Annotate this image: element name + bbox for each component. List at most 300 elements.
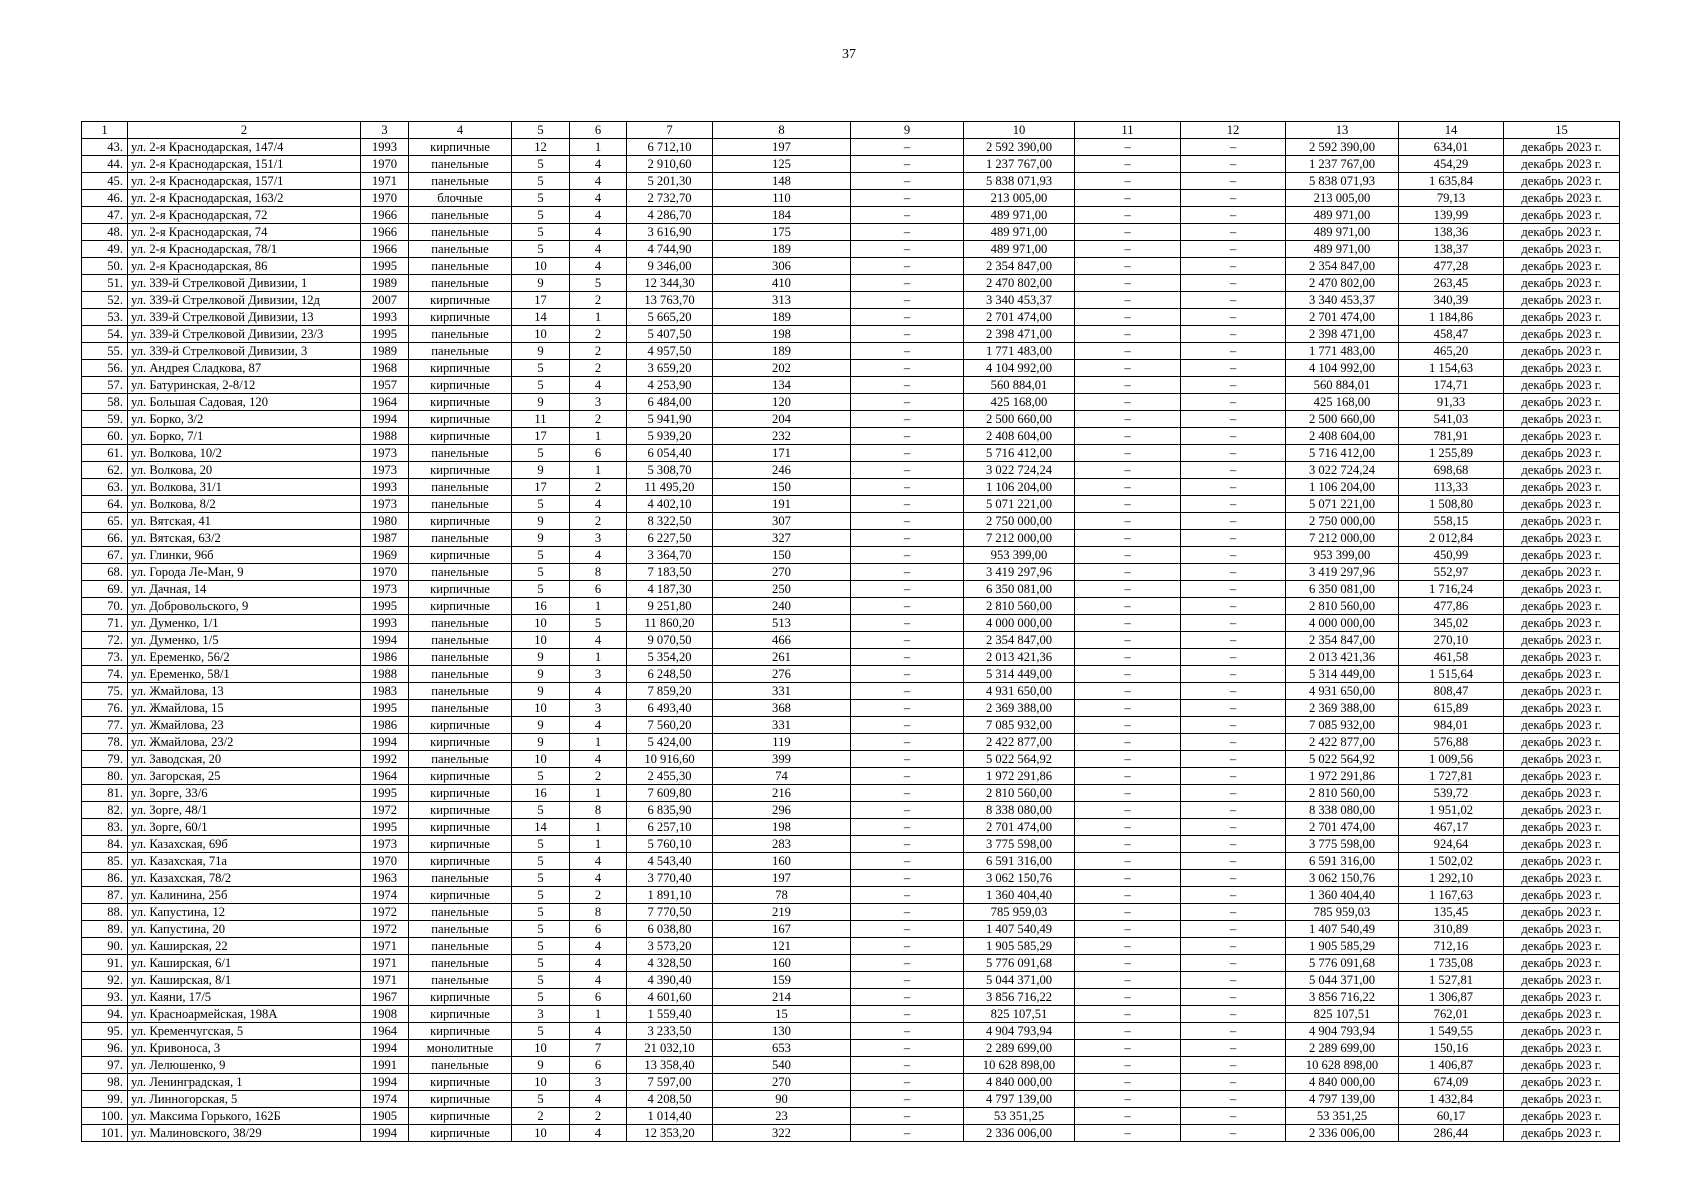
table-cell-col-2: ул. Волкова, 20 — [128, 462, 361, 479]
table-cell-col-5: 5 — [512, 496, 570, 513]
table-cell-col-15: декабрь 2023 г. — [1504, 700, 1620, 717]
table-cell-col-2: ул. Жмайлова, 15 — [128, 700, 361, 717]
table-cell-col-1: 81. — [82, 785, 128, 802]
table-cell-col-3: 1966 — [361, 241, 409, 258]
table-cell-col-13: 1 407 540,49 — [1286, 921, 1399, 938]
table-cell-col-14: 91,33 — [1399, 394, 1504, 411]
table-cell-col-3: 1994 — [361, 734, 409, 751]
table-cell-col-1: 63. — [82, 479, 128, 496]
table-cell-col-2: ул. Красноармейская, 198А — [128, 1006, 361, 1023]
table-cell-col-12: – — [1181, 343, 1286, 360]
table-row — [82, 1108, 1620, 1125]
table-cell-col-13: 3 022 724,24 — [1286, 462, 1399, 479]
table-row — [82, 904, 1620, 921]
table-cell-col-10: 5 044 371,00 — [964, 972, 1075, 989]
table-cell-col-14: 138,37 — [1399, 241, 1504, 258]
table-cell-col-11: – — [1075, 411, 1181, 428]
table-row — [82, 139, 1620, 156]
table-cell-col-5: 9 — [512, 1057, 570, 1074]
table-cell-col-14: 477,28 — [1399, 258, 1504, 275]
table-cell-col-7: 4 328,50 — [627, 955, 713, 972]
table-cell-col-2: ул. Вятская, 41 — [128, 513, 361, 530]
table-cell-col-12: – — [1181, 1108, 1286, 1125]
table-row — [82, 717, 1620, 734]
table-cell-col-1: 92. — [82, 972, 128, 989]
table-cell-col-4: панельные — [409, 173, 512, 190]
table-cell-col-3: 1991 — [361, 1057, 409, 1074]
table-cell-col-15: декабрь 2023 г. — [1504, 853, 1620, 870]
column-header-10: 10 — [964, 122, 1075, 139]
table-cell-col-13: 4 904 793,94 — [1286, 1023, 1399, 1040]
table-cell-col-8: 219 — [713, 904, 851, 921]
table-cell-col-6: 2 — [570, 360, 627, 377]
table-cell-col-14: 712,16 — [1399, 938, 1504, 955]
table-cell-col-9: – — [851, 462, 964, 479]
table-cell-col-1: 84. — [82, 836, 128, 853]
table-cell-col-5: 5 — [512, 207, 570, 224]
table-row — [82, 377, 1620, 394]
table-cell-col-15: декабрь 2023 г. — [1504, 836, 1620, 853]
table-cell-col-8: 90 — [713, 1091, 851, 1108]
table-cell-col-11: – — [1075, 1023, 1181, 1040]
table-cell-col-4: панельные — [409, 666, 512, 683]
table-cell-col-13: 4 000 000,00 — [1286, 615, 1399, 632]
table-row — [82, 530, 1620, 547]
table-cell-col-12: – — [1181, 938, 1286, 955]
table-cell-col-6: 4 — [570, 496, 627, 513]
table-cell-col-8: 148 — [713, 173, 851, 190]
table-cell-col-2: ул. Андрея Сладкова, 87 — [128, 360, 361, 377]
table-cell-col-10: 213 005,00 — [964, 190, 1075, 207]
table-cell-col-12: – — [1181, 1074, 1286, 1091]
table-cell-col-6: 4 — [570, 547, 627, 564]
table-cell-col-14: 698,68 — [1399, 462, 1504, 479]
table-cell-col-14: 1 184,86 — [1399, 309, 1504, 326]
table-cell-col-13: 5 044 371,00 — [1286, 972, 1399, 989]
table-cell-col-1: 83. — [82, 819, 128, 836]
table-cell-col-4: кирпичные — [409, 1108, 512, 1125]
table-cell-col-14: 1 167,63 — [1399, 887, 1504, 904]
table-cell-col-7: 4 187,30 — [627, 581, 713, 598]
table-cell-col-15: декабрь 2023 г. — [1504, 989, 1620, 1006]
table-row — [82, 649, 1620, 666]
table-cell-col-12: – — [1181, 275, 1286, 292]
table-cell-col-6: 1 — [570, 462, 627, 479]
table-cell-col-10: 489 971,00 — [964, 241, 1075, 258]
table-cell-col-15: декабрь 2023 г. — [1504, 972, 1620, 989]
table-cell-col-6: 4 — [570, 241, 627, 258]
table-cell-col-3: 1987 — [361, 530, 409, 547]
table-cell-col-5: 12 — [512, 139, 570, 156]
table-cell-col-5: 5 — [512, 904, 570, 921]
table-cell-col-2: ул. Жмайлова, 13 — [128, 683, 361, 700]
table-cell-col-8: 331 — [713, 683, 851, 700]
table-cell-col-8: 270 — [713, 1074, 851, 1091]
table-cell-col-15: декабрь 2023 г. — [1504, 275, 1620, 292]
table-cell-col-10: 1 106 204,00 — [964, 479, 1075, 496]
table-cell-col-2: ул. Думенко, 1/1 — [128, 615, 361, 632]
table-cell-col-12: – — [1181, 479, 1286, 496]
table-cell-col-8: 23 — [713, 1108, 851, 1125]
table-cell-col-4: кирпичные — [409, 547, 512, 564]
table-cell-col-14: 1 727,81 — [1399, 768, 1504, 785]
table-cell-col-10: 4 797 139,00 — [964, 1091, 1075, 1108]
table-cell-col-7: 7 770,50 — [627, 904, 713, 921]
table-cell-col-2: ул. Вятская, 63/2 — [128, 530, 361, 547]
table-cell-col-6: 2 — [570, 343, 627, 360]
table-cell-col-11: – — [1075, 598, 1181, 615]
table-cell-col-9: – — [851, 1057, 964, 1074]
table-cell-col-14: 1 154,63 — [1399, 360, 1504, 377]
table-cell-col-3: 1966 — [361, 207, 409, 224]
table-cell-col-5: 5 — [512, 836, 570, 853]
table-cell-col-13: 1 106 204,00 — [1286, 479, 1399, 496]
table-cell-col-12: – — [1181, 802, 1286, 819]
column-header-11: 11 — [1075, 122, 1181, 139]
table-cell-col-12: – — [1181, 496, 1286, 513]
table-row — [82, 819, 1620, 836]
table-cell-col-15: декабрь 2023 г. — [1504, 1006, 1620, 1023]
table-row — [82, 1074, 1620, 1091]
table-cell-col-9: – — [851, 768, 964, 785]
table-cell-col-2: ул. 339-й Стрелковой Дивизии, 1 — [128, 275, 361, 292]
table-cell-col-3: 1993 — [361, 309, 409, 326]
table-cell-col-15: декабрь 2023 г. — [1504, 649, 1620, 666]
table-cell-col-13: 1 771 483,00 — [1286, 343, 1399, 360]
table-cell-col-11: – — [1075, 904, 1181, 921]
table-cell-col-11: – — [1075, 751, 1181, 768]
table-cell-col-2: ул. Зорге, 60/1 — [128, 819, 361, 836]
table-cell-col-5: 10 — [512, 258, 570, 275]
table-row — [82, 411, 1620, 428]
table-cell-col-7: 7 609,80 — [627, 785, 713, 802]
table-cell-col-15: декабрь 2023 г. — [1504, 1091, 1620, 1108]
table-cell-col-10: 7 212 000,00 — [964, 530, 1075, 547]
table-cell-col-7: 11 860,20 — [627, 615, 713, 632]
table-cell-col-3: 1974 — [361, 887, 409, 904]
table-cell-col-11: – — [1075, 258, 1181, 275]
table-cell-col-13: 2 810 560,00 — [1286, 598, 1399, 615]
table-cell-col-11: – — [1075, 156, 1181, 173]
table-cell-col-15: декабрь 2023 г. — [1504, 734, 1620, 751]
table-cell-col-2: ул. Города Ле-Ман, 9 — [128, 564, 361, 581]
table-cell-col-5: 5 — [512, 547, 570, 564]
table-cell-col-8: 322 — [713, 1125, 851, 1142]
table-cell-col-5: 10 — [512, 1125, 570, 1142]
table-cell-col-7: 3 616,90 — [627, 224, 713, 241]
table-cell-col-15: декабрь 2023 г. — [1504, 598, 1620, 615]
table-row — [82, 751, 1620, 768]
table-row — [82, 479, 1620, 496]
table-cell-col-2: ул. Дачная, 14 — [128, 581, 361, 598]
table-row — [82, 462, 1620, 479]
table-cell-col-3: 1994 — [361, 411, 409, 428]
table-cell-col-13: 3 856 716,22 — [1286, 989, 1399, 1006]
table-cell-col-5: 9 — [512, 649, 570, 666]
table-cell-col-15: декабрь 2023 г. — [1504, 139, 1620, 156]
table-row — [82, 632, 1620, 649]
table-cell-col-9: – — [851, 717, 964, 734]
table-row — [82, 207, 1620, 224]
table-cell-col-10: 2 354 847,00 — [964, 632, 1075, 649]
table-cell-col-4: кирпичные — [409, 768, 512, 785]
table-cell-col-5: 5 — [512, 870, 570, 887]
table-cell-col-10: 3 340 453,37 — [964, 292, 1075, 309]
table-cell-col-1: 97. — [82, 1057, 128, 1074]
table-row — [82, 224, 1620, 241]
table-cell-col-3: 1970 — [361, 564, 409, 581]
table-cell-col-10: 5 314 449,00 — [964, 666, 1075, 683]
table-cell-col-3: 1964 — [361, 768, 409, 785]
table-cell-col-10: 3 856 716,22 — [964, 989, 1075, 1006]
table-cell-col-10: 425 168,00 — [964, 394, 1075, 411]
table-cell-col-9: – — [851, 615, 964, 632]
table-cell-col-5: 9 — [512, 717, 570, 734]
table-cell-col-7: 5 308,70 — [627, 462, 713, 479]
table-cell-col-2: ул. Кременчугская, 5 — [128, 1023, 361, 1040]
table-cell-col-1: 58. — [82, 394, 128, 411]
table-cell-col-6: 1 — [570, 139, 627, 156]
table-cell-col-11: – — [1075, 632, 1181, 649]
table-cell-col-6: 1 — [570, 309, 627, 326]
table-cell-col-7: 12 344,30 — [627, 275, 713, 292]
table-cell-col-14: 461,58 — [1399, 649, 1504, 666]
table-cell-col-8: 306 — [713, 258, 851, 275]
table-cell-col-2: ул. Жмайлова, 23/2 — [128, 734, 361, 751]
table-cell-col-7: 4 601,60 — [627, 989, 713, 1006]
table-cell-col-3: 1971 — [361, 972, 409, 989]
table-cell-col-5: 5 — [512, 921, 570, 938]
table-cell-col-14: 138,36 — [1399, 224, 1504, 241]
table-row — [82, 700, 1620, 717]
table-cell-col-15: декабрь 2023 г. — [1504, 258, 1620, 275]
table-cell-col-3: 1988 — [361, 428, 409, 445]
table-cell-col-5: 17 — [512, 479, 570, 496]
table-cell-col-5: 5 — [512, 989, 570, 1006]
table-cell-col-8: 159 — [713, 972, 851, 989]
table-cell-col-1: 91. — [82, 955, 128, 972]
table-cell-col-6: 3 — [570, 394, 627, 411]
table-cell-col-7: 8 322,50 — [627, 513, 713, 530]
table-cell-col-7: 5 760,10 — [627, 836, 713, 853]
table-cell-col-8: 368 — [713, 700, 851, 717]
table-cell-col-13: 4 104 992,00 — [1286, 360, 1399, 377]
table-cell-col-12: – — [1181, 241, 1286, 258]
table-row — [82, 768, 1620, 785]
table-cell-col-1: 89. — [82, 921, 128, 938]
table-row — [82, 836, 1620, 853]
table-cell-col-10: 2 408 604,00 — [964, 428, 1075, 445]
table-cell-col-8: 204 — [713, 411, 851, 428]
table-cell-col-10: 3 775 598,00 — [964, 836, 1075, 853]
table-cell-col-9: – — [851, 734, 964, 751]
table-cell-col-9: – — [851, 632, 964, 649]
table-cell-col-8: 184 — [713, 207, 851, 224]
table-cell-col-7: 7 859,20 — [627, 683, 713, 700]
table-cell-col-9: – — [851, 190, 964, 207]
table-cell-col-5: 5 — [512, 768, 570, 785]
table-cell-col-8: 246 — [713, 462, 851, 479]
table-cell-col-6: 1 — [570, 819, 627, 836]
table-cell-col-12: – — [1181, 377, 1286, 394]
table-cell-col-5: 5 — [512, 938, 570, 955]
table-cell-col-10: 2 354 847,00 — [964, 258, 1075, 275]
table-cell-col-13: 5 838 071,93 — [1286, 173, 1399, 190]
table-cell-col-9: – — [851, 904, 964, 921]
table-cell-col-13: 2 422 877,00 — [1286, 734, 1399, 751]
table-cell-col-3: 1995 — [361, 700, 409, 717]
table-cell-col-9: – — [851, 173, 964, 190]
table-cell-col-9: – — [851, 360, 964, 377]
table-cell-col-9: – — [851, 938, 964, 955]
table-cell-col-9: – — [851, 156, 964, 173]
table-cell-col-7: 4 390,40 — [627, 972, 713, 989]
table-cell-col-9: – — [851, 309, 964, 326]
table-cell-col-3: 1994 — [361, 1040, 409, 1057]
table-cell-col-14: 1 549,55 — [1399, 1023, 1504, 1040]
table-cell-col-10: 2 470 802,00 — [964, 275, 1075, 292]
table-cell-col-6: 1 — [570, 428, 627, 445]
table-cell-col-10: 2 336 006,00 — [964, 1125, 1075, 1142]
table-cell-col-7: 7 597,00 — [627, 1074, 713, 1091]
table-cell-col-1: 66. — [82, 530, 128, 547]
table-cell-col-3: 1973 — [361, 581, 409, 598]
table-cell-col-11: – — [1075, 819, 1181, 836]
table-cell-col-1: 59. — [82, 411, 128, 428]
table-cell-col-14: 1 406,87 — [1399, 1057, 1504, 1074]
table-cell-col-7: 1 559,40 — [627, 1006, 713, 1023]
table-cell-col-11: – — [1075, 326, 1181, 343]
table-cell-col-15: декабрь 2023 г. — [1504, 207, 1620, 224]
table-cell-col-1: 57. — [82, 377, 128, 394]
table-cell-col-15: декабрь 2023 г. — [1504, 343, 1620, 360]
table-cell-col-15: декабрь 2023 г. — [1504, 377, 1620, 394]
table-cell-col-15: декабрь 2023 г. — [1504, 411, 1620, 428]
table-cell-col-5: 16 — [512, 598, 570, 615]
table-cell-col-7: 6 038,80 — [627, 921, 713, 938]
table-cell-col-10: 2 369 388,00 — [964, 700, 1075, 717]
table-cell-col-3: 1986 — [361, 717, 409, 734]
table-cell-col-7: 6 493,40 — [627, 700, 713, 717]
table-cell-col-13: 489 971,00 — [1286, 241, 1399, 258]
table-cell-col-10: 8 338 080,00 — [964, 802, 1075, 819]
table-cell-col-15: декабрь 2023 г. — [1504, 717, 1620, 734]
table-cell-col-2: ул. Капустина, 12 — [128, 904, 361, 921]
table-cell-col-5: 10 — [512, 751, 570, 768]
table-cell-col-6: 6 — [570, 921, 627, 938]
table-cell-col-8: 125 — [713, 156, 851, 173]
table-cell-col-10: 2 701 474,00 — [964, 309, 1075, 326]
table-cell-col-11: – — [1075, 649, 1181, 666]
table-cell-col-1: 55. — [82, 343, 128, 360]
table-cell-col-13: 4 840 000,00 — [1286, 1074, 1399, 1091]
table-cell-col-1: 44. — [82, 156, 128, 173]
table-cell-col-2: ул. Еременко, 58/1 — [128, 666, 361, 683]
table-cell-col-1: 76. — [82, 700, 128, 717]
table-cell-col-5: 9 — [512, 343, 570, 360]
table-cell-col-2: ул. Максима Горького, 162Б — [128, 1108, 361, 1125]
table-cell-col-5: 5 — [512, 972, 570, 989]
table-cell-col-8: 167 — [713, 921, 851, 938]
table-cell-col-10: 4 904 793,94 — [964, 1023, 1075, 1040]
table-cell-col-2: ул. 2-я Краснодарская, 163/2 — [128, 190, 361, 207]
table-cell-col-6: 7 — [570, 1040, 627, 1057]
table-cell-col-12: – — [1181, 445, 1286, 462]
table-cell-col-2: ул. Борко, 7/1 — [128, 428, 361, 445]
table-cell-col-2: ул. Заводская, 20 — [128, 751, 361, 768]
table-row — [82, 938, 1620, 955]
table-cell-col-12: – — [1181, 972, 1286, 989]
table-cell-col-5: 5 — [512, 377, 570, 394]
table-cell-col-3: 1969 — [361, 547, 409, 564]
table-cell-col-14: 924,64 — [1399, 836, 1504, 853]
table-cell-col-13: 2 336 006,00 — [1286, 1125, 1399, 1142]
table-cell-col-15: декабрь 2023 г. — [1504, 802, 1620, 819]
table-cell-col-12: – — [1181, 700, 1286, 717]
table-cell-col-10: 5 071 221,00 — [964, 496, 1075, 513]
table-cell-col-15: декабрь 2023 г. — [1504, 445, 1620, 462]
table-cell-col-9: – — [851, 411, 964, 428]
table-cell-col-15: декабрь 2023 г. — [1504, 547, 1620, 564]
table-cell-col-2: ул. Казахская, 78/2 — [128, 870, 361, 887]
table-cell-col-1: 70. — [82, 598, 128, 615]
table-cell-col-4: панельные — [409, 258, 512, 275]
table-cell-col-4: панельные — [409, 479, 512, 496]
table-cell-col-5: 2 — [512, 1108, 570, 1125]
table-cell-col-5: 10 — [512, 700, 570, 717]
table-cell-col-5: 17 — [512, 428, 570, 445]
table-cell-col-12: – — [1181, 462, 1286, 479]
table-cell-col-4: кирпичные — [409, 581, 512, 598]
table-cell-col-14: 286,44 — [1399, 1125, 1504, 1142]
table-cell-col-10: 3 419 297,96 — [964, 564, 1075, 581]
table-cell-col-9: – — [851, 1040, 964, 1057]
table-cell-col-6: 4 — [570, 156, 627, 173]
page-number: 37 — [842, 47, 856, 62]
table-cell-col-12: – — [1181, 904, 1286, 921]
table-cell-col-8: 191 — [713, 496, 851, 513]
table-cell-col-1: 87. — [82, 887, 128, 904]
table-cell-col-9: – — [851, 802, 964, 819]
table-cell-col-1: 45. — [82, 173, 128, 190]
table-cell-col-7: 9 070,50 — [627, 632, 713, 649]
table-row — [82, 326, 1620, 343]
table-cell-col-12: – — [1181, 989, 1286, 1006]
table-cell-col-13: 2 354 847,00 — [1286, 632, 1399, 649]
table-cell-col-8: 110 — [713, 190, 851, 207]
table-row — [82, 190, 1620, 207]
table-cell-col-12: – — [1181, 683, 1286, 700]
table-cell-col-13: 8 338 080,00 — [1286, 802, 1399, 819]
column-header-14: 14 — [1399, 122, 1504, 139]
table-cell-col-2: ул. Зорге, 48/1 — [128, 802, 361, 819]
table-cell-col-11: – — [1075, 1091, 1181, 1108]
table-row — [82, 887, 1620, 904]
table-cell-col-9: – — [851, 275, 964, 292]
table-cell-col-14: 310,89 — [1399, 921, 1504, 938]
table-cell-col-12: – — [1181, 513, 1286, 530]
table-cell-col-5: 9 — [512, 666, 570, 683]
table-cell-col-3: 1988 — [361, 666, 409, 683]
table-cell-col-6: 8 — [570, 802, 627, 819]
table-cell-col-6: 1 — [570, 785, 627, 802]
table-cell-col-15: декабрь 2023 г. — [1504, 1023, 1620, 1040]
table-cell-col-4: панельные — [409, 275, 512, 292]
table-cell-col-11: – — [1075, 190, 1181, 207]
table-cell-col-12: – — [1181, 836, 1286, 853]
table-cell-col-7: 6 227,50 — [627, 530, 713, 547]
table-cell-col-6: 2 — [570, 411, 627, 428]
